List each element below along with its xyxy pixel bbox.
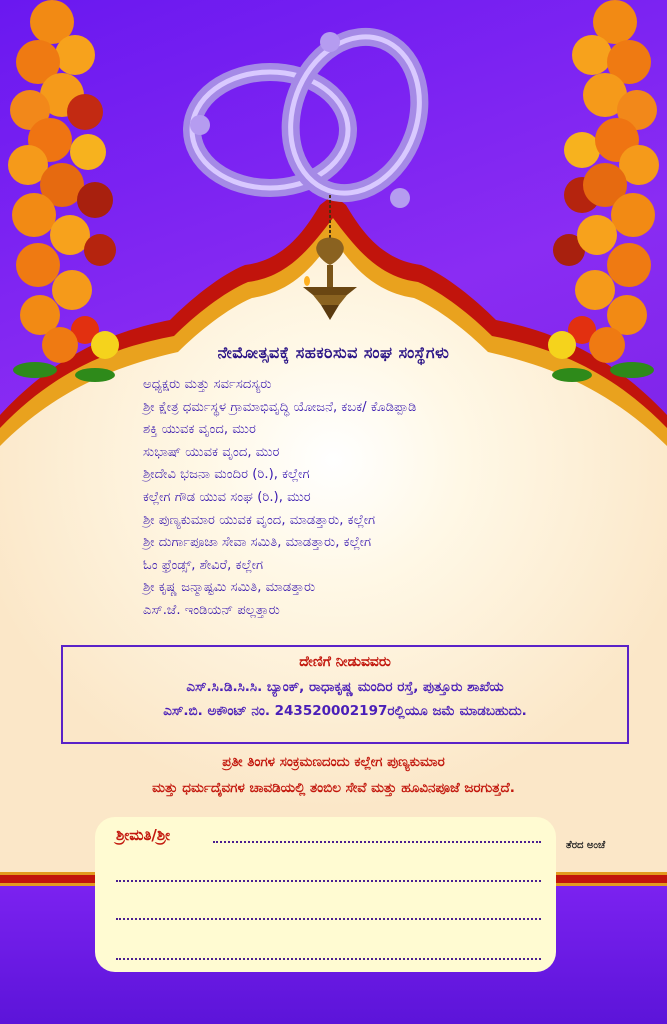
address-line-4[interactable] (116, 958, 541, 960)
marigold-garland-right (547, 0, 667, 400)
list-item: ಕಲ್ಲೇಗ ಗೌಡ ಯುವ ಸಂಘ (ರಿ.), ಮುರ (143, 489, 311, 505)
list-item: ಶ್ರೀ ದುರ್ಗಾಪೂಜಾ ಸೇವಾ ಸಮಿತಿ, ಮಾಡತ್ತಾರು, ಕಲ್ಲೇಗ (143, 535, 372, 551)
marigold-garland-left (0, 0, 120, 400)
address-line-1[interactable] (213, 841, 541, 843)
list-item: ಶ್ರೀ ಕೃಷ್ಣ ಜನ್ಮಾಷ್ಟಮಿ ಸಮಿತಿ, ಮಾಡತ್ತಾರು (143, 580, 316, 596)
notice-line-1: ಪ್ರತೀ ತಿಂಗಳ ಸಂಕ್ರಮಣದಂದು ಕಲ್ಲೇಗ ಪುಣ್ಯಕುಮಾರ (222, 754, 445, 770)
donation-bank-line: ಎಸ್.ಸಿ.ಡಿ.ಸಿ.ಸಿ. ಬ್ಯಾಂಕ್, ರಾಧಾಕೃಷ್ಣ ಮಂದಿರ ರಸ್ತೆ, ಪುತ್ತೂರು ಶಾಖೆಯ (186, 679, 504, 695)
list-item: ಎಸ್.ಜೆ. ಇಂಡಿಯನ್ ಪಲ್ಲತ್ತಾರು (143, 602, 280, 618)
donation-account-line: ಎಸ್.ಬಿ. ಅಕೌಂಟ್ ನಂ. 243520002197ರಲ್ಲಿಯೂ ಜಮೆ ಮಾಡಬಹುದು. (163, 703, 527, 719)
list-item: ಅಧ್ಯಕ್ಷರು ಮತ್ತು ಸರ್ವಸದಸ್ಯರು (143, 377, 272, 392)
donation-box (61, 645, 629, 744)
notice-line-2: ಮತ್ತು ಧರ್ಮದೈವಗಳ ಚಾವಡಿಯಲ್ಲಿ ತಂಬಿಲ ಸೇವೆ ಮತ್ತು ಹೂವಿನಪೂಜೆ ಜರಗುತ್ತದೆ. (152, 780, 515, 796)
address-line-2[interactable] (116, 880, 541, 882)
list-item: ಶ್ರೀ ಪುಣ್ಯಕುಮಾರ ಯುವಕ ವೃಂದ, ಮಾಡತ್ತಾರು, ಕಲ್ಲೇಗ (143, 512, 376, 528)
list-item: ಸುಭಾಷ್ ಯುವಕ ವೃಂದ, ಮುರ (143, 444, 280, 460)
list-item: ಶ್ರೀದೇವಿ ಭಜನಾ ಮಂದಿರ (ರಿ.), ಕಲ್ಲೇಗ (143, 467, 310, 483)
organizations-list (143, 374, 613, 623)
address-label: ಶ್ರೀಮತಿ/ಶ್ರೀ (116, 826, 171, 844)
list-item: ಶಕ್ತಿ ಯುವಕ ವೃಂದ, ಮುರ (143, 422, 256, 438)
list-item: ಶ್ರೀ ಕ್ಷೇತ್ರ ಧರ್ಮಸ್ಥಳ ಗ್ರಾಮಾಭಿವೃದ್ಧಿ ಯೋಜನೆ, ಕಬಕ/ ಕೊಡಿಪ್ಪಾಡಿ (143, 399, 417, 415)
organizations-heading: ನೇಮೋತ್ಸವಕ್ಕೆ ಸಹಕರಿಸುವ ಸಂಘ ಸಂಸ್ಥೆಗಳು (217, 343, 450, 362)
bangles-icon (170, 20, 450, 215)
address-line-3[interactable] (116, 918, 541, 920)
oil-lamp-icon (295, 195, 365, 335)
list-item: ಓಂ ಫ್ರೆಂಡ್ಸ್, ಶೇವಿರೆ, ಕಲ್ಲೇಗ (143, 557, 264, 573)
postage-label: ತೆರದ ಅಂಚೆ (566, 840, 606, 851)
donation-title: ದೇಣಿಗೆ ನೀಡುವವರು (299, 654, 391, 670)
